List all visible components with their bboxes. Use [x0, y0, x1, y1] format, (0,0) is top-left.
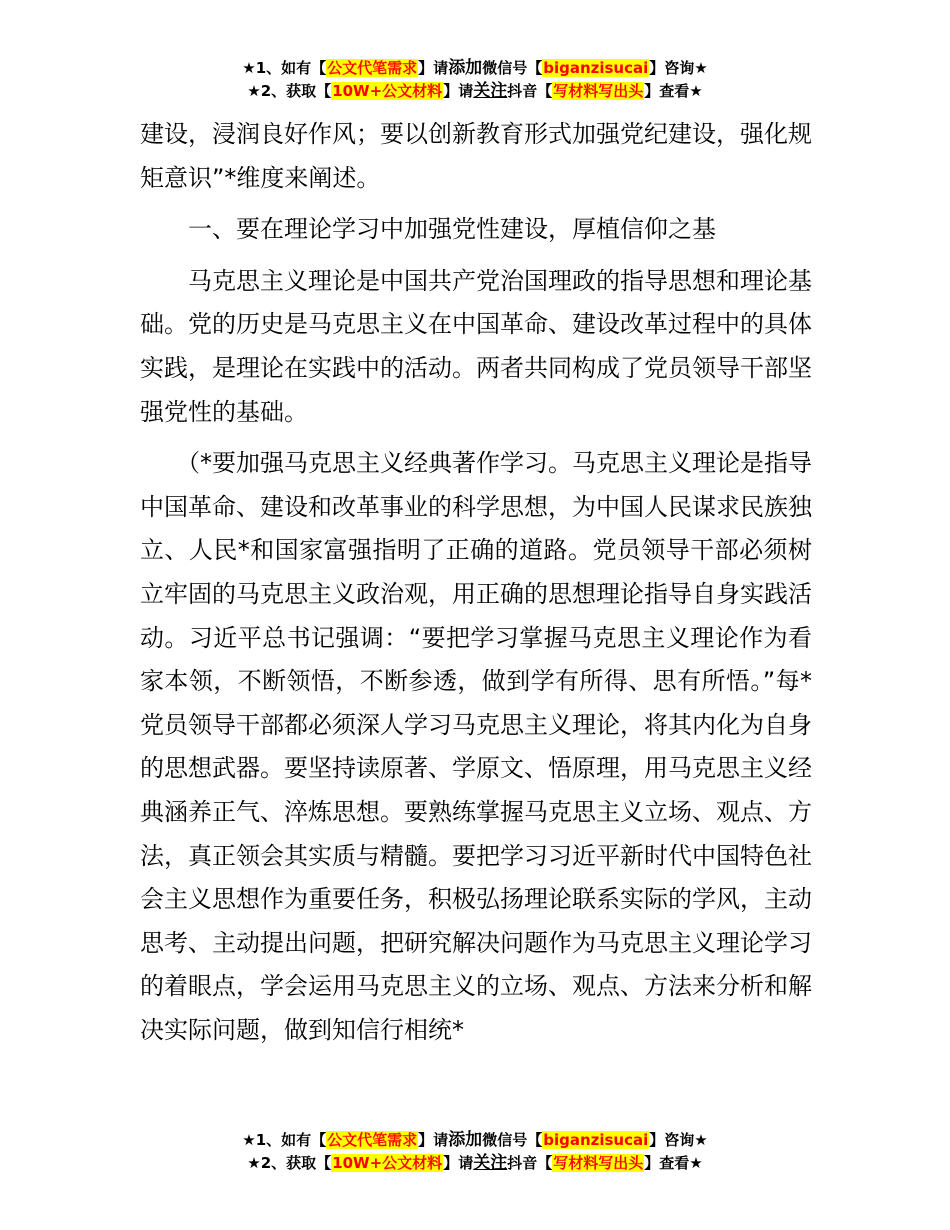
footer-highlight-wechat-id: biganzisucai: [543, 1131, 649, 1149]
footer-line-1-suffix: 】咨询★: [649, 1131, 708, 1149]
header-line-1: [0, 57, 950, 80]
header-highlight-douyin-id: 写材料写出头: [553, 82, 644, 100]
header-emphasis-add: 添加: [448, 58, 483, 78]
header-line-1-text: 】请: [418, 59, 449, 77]
footer-line-2-prefix: ★2、获取【: [247, 1154, 332, 1172]
header-line-1-suffix: 】咨询★: [649, 59, 708, 77]
header-line-2-text: 】请: [443, 82, 474, 100]
footer-highlight-materials: 10W+公文材料: [332, 1154, 443, 1172]
footer-line-2-text-2: 抖音【: [507, 1154, 553, 1172]
header-line-2-suffix: 】查看★: [644, 82, 703, 100]
header-line-2-prefix: ★2、获取【: [247, 82, 332, 100]
paragraph-point-one: （*要加强马克思主义经典著作学习。马克思主义理论是指导中国革命、建设和改革事业的科学思想，为中国人民谋求民族独立、人民*和国家富强指明了正确的道路。党员领导干部必须树立牢固的马克思主义政治观，用正确的思想理论指导自身实践活动。习近平总书记强调：“要把学习掌握马克思主义理论作为看家本领，不断领悟，不断参透，做到学有所得、思有所悟。”每*党员领导干部都必须深人学习马克思主义理论，将其内化为自身的思想武器。要坚持读原著、学原文、悟原理，用马克思主义经典涵养正气、淬炼思想。要熟练掌握马克思主义立场、观点、方法，真正领会其实质与精髓。要把学习习近平新时代中国特色社会主义思想作为重要任务，积极弘扬理论联系实际的学风，主动思考、主动提出问题，把研究解决问题作为马克思主义理论学习的着眼点，学会运用马克思主义的立场、观点、方法来分析和解决实际问题，做到知信行相统*: [140, 449, 812, 1044]
footer-emphasis-follow: 关注: [473, 1153, 508, 1173]
footer-banner: [0, 1129, 950, 1175]
header-highlight-materials: 10W+公文材料: [332, 82, 443, 100]
header-banner: [0, 57, 950, 103]
paragraph-intro: 马克思主义理论是中国共产党治国理政的指导思想和理论基础。党的历史是马克思主义在中国革命、建设改革过程中的具体实践，是理论在实践中的活动。两者共同构成了党员领导干部坚强党性的基础。: [140, 266, 812, 426]
header-line-1-text-2: 微信号【: [482, 59, 543, 77]
footer-highlight-service: 公文代笔需求: [327, 1131, 418, 1149]
footer-emphasis-add: 添加: [448, 1130, 483, 1150]
header-highlight-service: 公文代笔需求: [327, 59, 418, 77]
section-heading: 一、要在理论学习中加强党性建设，厚植信仰之基: [188, 215, 716, 244]
footer-line-2: [0, 1152, 950, 1175]
footer-line-2-suffix: 】查看★: [644, 1154, 703, 1172]
footer-line-1: [0, 1129, 950, 1152]
paragraph-continuation: 建设，浸润良好作风；要以创新教育形式加强党纪建设，强化规矩意识”*维度来阐述。: [140, 120, 812, 192]
footer-line-1-text: 】请: [418, 1131, 449, 1149]
footer-highlight-douyin-id: 写材料写出头: [553, 1154, 644, 1172]
footer-line-1-prefix: ★1、如有【: [242, 1131, 327, 1149]
document-body: [140, 113, 812, 1052]
footer-line-1-text-2: 微信号【: [482, 1131, 543, 1149]
header-line-2: [0, 80, 950, 103]
header-emphasis-follow: 关注: [473, 81, 508, 101]
header-highlight-wechat-id: biganzisucai: [543, 59, 649, 77]
header-line-2-text-2: 抖音【: [507, 82, 553, 100]
footer-line-2-text: 】请: [443, 1154, 474, 1172]
header-line-1-prefix: ★1、如有【: [242, 59, 327, 77]
